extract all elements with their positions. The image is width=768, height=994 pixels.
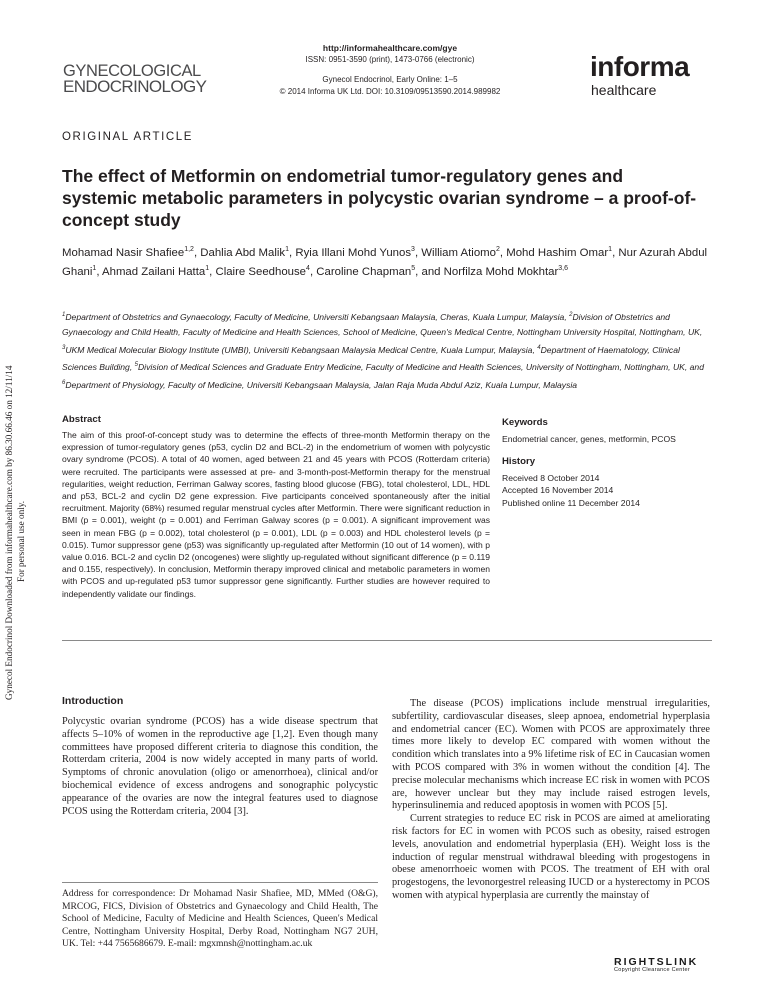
author-affiliation-mark: 5 — [411, 264, 416, 272]
affiliation-text: Department of Obstetrics and Gynaecology, Faculty of Medicine, Universiti Kebangsaan Malaysia, Cheras, Kuala Lumpur, Malaysia, — [65, 311, 570, 322]
author-separator: , — [309, 265, 317, 278]
author-list — [62, 242, 722, 280]
affiliation-mark: 3 — [62, 344, 66, 351]
history-heading: History — [502, 455, 536, 467]
affiliation-text: Division of Obstetrics and Gynaecology and Child Health, Faculty of Medicine and Health Sciences, School of Medicine, Queen's Medical Centre, Nottingham University Hospital, Nottingham, UK, — [62, 311, 703, 338]
keywords-heading: Keywords — [502, 417, 548, 428]
abstract-section — [62, 413, 490, 600]
abstract-heading: Abstract — [62, 414, 101, 425]
section-divider — [62, 640, 712, 641]
journal-logo-line2: ENDOCRINOLOGY — [63, 77, 207, 96]
rightslink-logo — [614, 956, 698, 973]
author-name: Claire Seedhouse — [215, 265, 307, 278]
publisher-sub: healthcare — [591, 82, 657, 98]
author-affiliation-mark: 3 — [411, 246, 415, 253]
author-separator: , and — [415, 265, 444, 278]
affiliation-mark: 6 — [62, 379, 66, 386]
affiliation-text: UKM Medical Molecular Biology Institute (UMBI), Universiti Kebangsaan Malaysia Medical Centre, Kuala Lumpur, Malaysia, — [65, 344, 538, 355]
author-name: Caroline Chapman — [316, 265, 412, 278]
author-separator: , — [499, 246, 507, 259]
author-affiliation-mark: 3,6 — [558, 264, 568, 272]
abstract-text: The aim of this proof-of-concept study was to determine the effects of three-month Metformin therapy on the expression of tumor-regulatory genes (p53, cyclin D2 and BCL-2) in the endometrium of women with polycystic ovary syndrome (PCOS). A total of 40 women, aged between 21 and 45 years with PCOS (Rotterdam criteria) were recruited. The participants were assessed at pre- and 3-month-post-Metformin therapy for the menstrual regularities, weight reduction, Ferriman Galway scores, fasting blood glucose (FBG), total cholesterol, LDL, HDL and p53, BCL-2 and cyclin D2 gene expression. Five participants conceived spontaneously after the initial recruitment. Majority (68%) resumed regular menstrual cycles after Metformin. There were significant reduction in BMI (p = 0.001), weight (p = 0.001) and Ferriman Galway scores (p = 0.001). A significant improvement was seen in mean FBG (p = 0.002), total cholesterol (p = 0.001), LDL (p = 0.003) and HDL cholesterol levels (p = 0.015). Tumor suppressor gene (p53) was significantly up-regulated after Metformin (10 out of 14 women), with p value 0.016. BCL-2 and cyclin D2 (oncogenes) were slightly up-regulated without significant difference (p = 0.119 and 0.155, respectively). In conclusion, Metformin therapy improved clinical and metabolic parameters in women with PCOS and up-regulated p53 tumor suppressor gene significantly. Further studies are however required to independently validate our findings. — [62, 430, 490, 599]
author-affiliation-mark: 1 — [92, 264, 97, 272]
history-published: Published online 11 December 2014 — [502, 497, 640, 508]
author-affiliation-mark: 2 — [495, 246, 500, 253]
keywords-text: Endometrial cancer, genes, metformin, PCOS — [502, 434, 676, 444]
download-watermark — [2, 300, 62, 700]
correspondence-address: Address for correspondence: Dr Mohamad Nasir Shafiee, MD, MMed (O&G), MRCOG, FICS, Division of Obstetrics and Gynaecology and Child Health, The School of Medicine, Faculty of Medicine and Health Sciences, Queen's Medical Centre, Nottingham University Hospital, Derby Road, Nottingham NG7 2UH, UK. Tel: +44 7565686679. E-mail: mgxmnsh@nottingham.ac.uk — [62, 888, 378, 950]
affiliation-mark: 5 — [134, 362, 138, 369]
author-name: Mohd Hashim Omar — [506, 246, 609, 259]
keywords-history-panel — [502, 416, 712, 509]
author-separator: , — [209, 265, 216, 278]
author-name: Ahmad Zailani Hatta — [102, 265, 206, 278]
affiliation-text: Department of Haematology, Clinical Sciences Building, — [62, 344, 680, 373]
footnote-divider — [62, 882, 378, 883]
journal-header-info — [220, 42, 560, 98]
author-separator: , — [193, 246, 201, 259]
download-notice: Gynecol Endocrinol Downloaded from informahealthcare.com by 86.30.66.46 on 12/11/14 — [4, 365, 14, 700]
affiliation-text: Division of Medical Sciences and Graduate Entry Medicine, Faculty of Medicine and Health Sciences, University of Nottingham, Nottingham, UK, and — [137, 362, 704, 373]
citation: Gynecol Endocrinol, Early Online: 1–5 — [322, 75, 458, 84]
author-name: Dahlia Abd Malik — [200, 246, 286, 259]
history-received: Received 8 October 2014 — [502, 472, 600, 483]
issn: ISSN: 0951-3590 (print), 1473-0766 (electronic) — [305, 55, 475, 64]
journal-logo-line1: GYNECOLOGICAL — [63, 62, 201, 80]
author-separator: , — [289, 246, 296, 259]
author-affiliation-mark: 1 — [205, 264, 210, 272]
author-affiliation-mark: 1,2 — [184, 246, 194, 253]
personal-use-notice: For personal use only. — [16, 500, 26, 582]
author-separator: , — [96, 265, 103, 278]
introduction-right-column — [392, 698, 710, 903]
right-paragraph-1: The disease (PCOS) implications include menstrual irregularities, subfertility, cardiovascular diseases, sleep apnoea, endometrial hyperplasia and endometrial cancer (EC). Women with PCOS are approximately three times more likely to develop EC compared with women without the condition which translates into a 9% lifetime risk of EC in Caucasian women with PCOS compared with 3% in women without the condition [4]. The precise molecular mechanisms which increase EC risk in women with PCOS are, however unclear but they may include raised estrogen levels, hyperinsulinemia and reduced apoptosis in women with PCOS [5]. — [392, 698, 710, 812]
article-title: The effect of Metformin on endometrial tumor-regulatory genes and systemic metabolic parameters in polycystic ovarian syndrome – a proof-of-concept study — [62, 166, 697, 230]
journal-logo — [63, 63, 206, 95]
affiliation-mark: 2 — [569, 312, 573, 318]
author-affiliation-mark: 1 — [608, 246, 613, 253]
author-name: Mohamad Nasir Shafiee — [62, 246, 185, 259]
rightslink-subtext: Copyright Clearance Center — [614, 967, 690, 973]
author-name: Ryia Illani Mohd Yunos — [295, 246, 412, 259]
affiliation-mark: 1 — [62, 312, 66, 318]
history-accepted: Accepted 16 November 2014 — [502, 485, 614, 495]
author-separator: , — [612, 246, 619, 259]
author-affiliation-mark: 4 — [306, 264, 310, 272]
journal-url[interactable]: http://informahealthcare.com/gye — [322, 43, 458, 53]
author-affiliation-mark: 1 — [285, 246, 290, 253]
publisher-brand: informa — [590, 51, 690, 82]
publisher-logo — [590, 52, 689, 98]
introduction-heading: Introduction — [62, 695, 124, 707]
introduction-left-column: Polycystic ovarian syndrome (PCOS) has a wide disease spectrum that affects 5–10% of women in the reproductive age [1,2]. Even though many committees have proposed different criteria to diagnose this condition, the Rotterdam criteria, 2004 is now widely accepted in many parts of world. Symptoms of chronic anovulation (oligo or amenorrhoea), clinical and/or biochemical evidence of excess androgens and sonographic polycystic appearance of the ovaries are now the integral features used to diagnose PCOS using the Rotterdam criteria, 2004 [3]. — [62, 716, 378, 817]
author-name: William Atiomo — [421, 246, 496, 259]
affiliation-list — [62, 308, 712, 393]
affiliation-text: Department of Physiology, Faculty of Medicine, Universiti Kebangsaan Malaysia, Jalan Raja Muda Abdul Aziz, Kuala Lumpur, Malaysia — [65, 379, 578, 390]
author-separator: , — [414, 246, 422, 259]
author-name: Norfilza Mohd Mokhtar — [443, 265, 559, 278]
right-paragraph-2: Current strategies to reduce EC risk in PCOS are aimed at ameliorating risk factors for EC in women with PCOS such as obesity, raised estrogen levels, anovulation and endometrial hyperplasia (EH). Weight loss is the induction of regular menstrual withdrawal bleeding with progestogens in obese amenorrhoeic women with PCOS. The treatment of EH with oral progestogens, the levonorgestrel releasing IUCD or a hysterectomy in PCOS women with atypical hyperplasia are currently the mainstay of — [392, 813, 710, 901]
affiliation-mark: 4 — [537, 344, 541, 351]
rightslink-text: RIGHTSLINK — [614, 956, 699, 968]
author-name: Nur Azurah Abdul Ghani — [62, 246, 708, 278]
copyright-doi: © 2014 Informa UK Ltd. DOI: 10.3109/09513590.2014.989982 — [279, 87, 501, 96]
article-type: ORIGINAL ARTICLE — [62, 131, 194, 143]
